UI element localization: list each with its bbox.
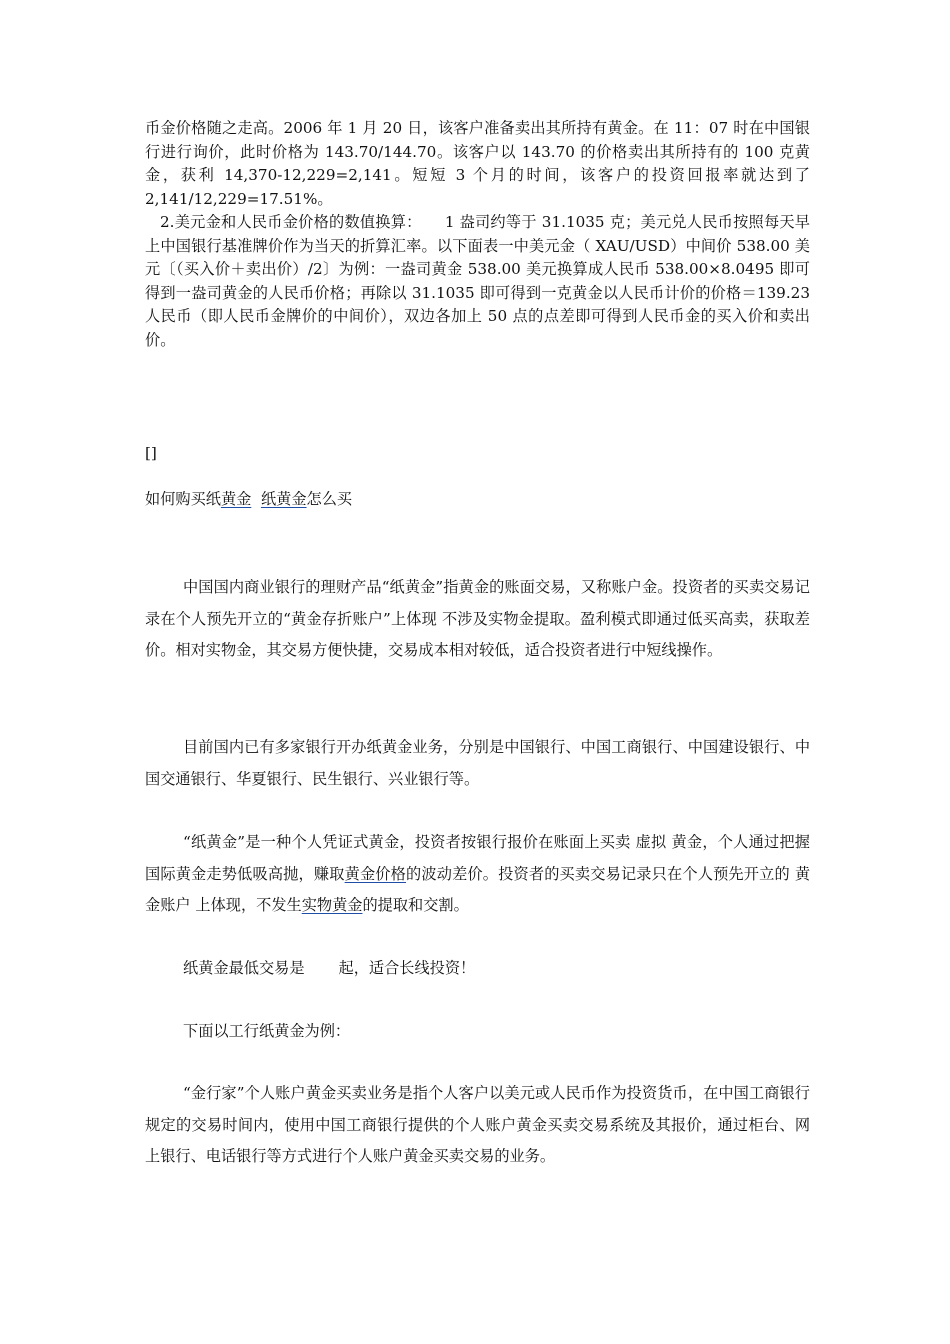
icbc-gold-service-text: “金行家”个人账户黄金买卖业务是指个人客户以美元或人民币作为投资货币，在中国工商银行规定的交易时间内，使用中国工商银行提供的个人账户黄金买卖交易系统及其报价，通过柜台、网上银行、电话银行等方式进行个人账户黄金买卖交易的业务。 — [145, 1084, 810, 1165]
paper-gold-definition-text — [145, 827, 810, 922]
paragraph-roi-example — [145, 117, 810, 211]
paragraph-icbc-gold-service — [145, 1078, 810, 1173]
bracket-text: [] — [145, 444, 157, 462]
paragraph-icbc-example-intro — [145, 1020, 810, 1044]
paragraph-paper-gold-intro — [145, 572, 810, 667]
icbc-example-intro-text: 下面以工行纸黄金为例： — [183, 1022, 351, 1040]
definition-part-2: 的波动差价。投资者的买卖交易记录只在个人预先开立的 黄金账户 上体现，不发生 — [145, 864, 811, 914]
paragraph-price-conversion — [145, 211, 810, 352]
title-part-3: 怎么买 — [306, 490, 353, 508]
definition-part-1: “纸黄金”是一种个人凭证式黄金，投资者按银行报价在账面上买卖 虚拟 黄金，个人通过把握国际黄金走势低吸高抛，赚取 — [145, 833, 810, 883]
minimum-trade-text — [145, 957, 810, 981]
paper-gold-link[interactable]: 纸黄金 — [260, 490, 307, 508]
section-title-text — [145, 488, 810, 512]
bracket-marker — [145, 442, 810, 466]
paragraph-minimum-trade — [145, 957, 810, 981]
gold-price-link[interactable]: 黄金价格 — [344, 864, 407, 883]
minimum-trade-part-1: 纸黄金最低交易是 — [183, 959, 305, 977]
physical-gold-link[interactable]: 实物黄金 — [301, 896, 363, 914]
paragraph-banks-list — [145, 732, 810, 795]
section-title — [145, 488, 810, 512]
title-part-1: 如何购买纸 — [145, 490, 221, 508]
paper-gold-intro-text: 中国国内商业银行的理财产品“纸黄金”指黄金的账面交易，又称账户金。投资者的买卖交易记录在个人预先开立的“黄金存折账户”上体现 不涉及实物金提取。盈利模式即通过低买高卖，获取差价。相对实物金，其交易方便快捷，交易成本相对较低，适合投资者进行中短线操作。 — [145, 578, 810, 659]
title-spacer — [251, 490, 261, 508]
paragraph-paper-gold-definition — [145, 827, 810, 922]
minimum-trade-part-2: 起，适合长线投资！ — [338, 959, 476, 977]
price-conversion-text: 2.美元金和人民币金价格的数值换算： 1 盎司约等于 31.1035 克；美元兑人民币按照每天早上中国银行基准牌价作为当天的折算汇率。以下面表一中美元金（ XAU/USD）中间价 538.00 美元〔（买入价＋卖出价）/2〕为例：一盎司黄金 538.00 美元换算成人民币 538.00×8.0495 即可得到一盎司黄金的人民币价格；再除以 31.1035 即可得到一克黄金以人民币计价的价格＝139.23 人民币（即人民币金牌价的中间价），双边各加上 50 点的点差即可得到人民币金的买入价和卖出价。 — [145, 213, 810, 349]
gold-link[interactable]: 黄金 — [220, 490, 252, 508]
roi-example-text: 币金价格随之走高。2006 年 1 月 20 日，该客户准备卖出其所持有黄金。在 11：07 时在中国银行进行询价，此时价格为 143.70/144.70。该客户以 143.70 的价格卖出其所持有的 100 克黄金，获利 14,370-12,229=2,141。短短 3 个月的时间，该客户的投资回报率就达到了 2,141/12,229=17.51%。 — [145, 119, 810, 208]
banks-list-text: 目前国内已有多家银行开办纸黄金业务，分别是中国银行、中国工商银行、中国建设银行、中国交通银行、华夏银行、民生银行、兴业银行等。 — [145, 738, 810, 788]
definition-part-3: 的提取和交割。 — [362, 896, 469, 914]
